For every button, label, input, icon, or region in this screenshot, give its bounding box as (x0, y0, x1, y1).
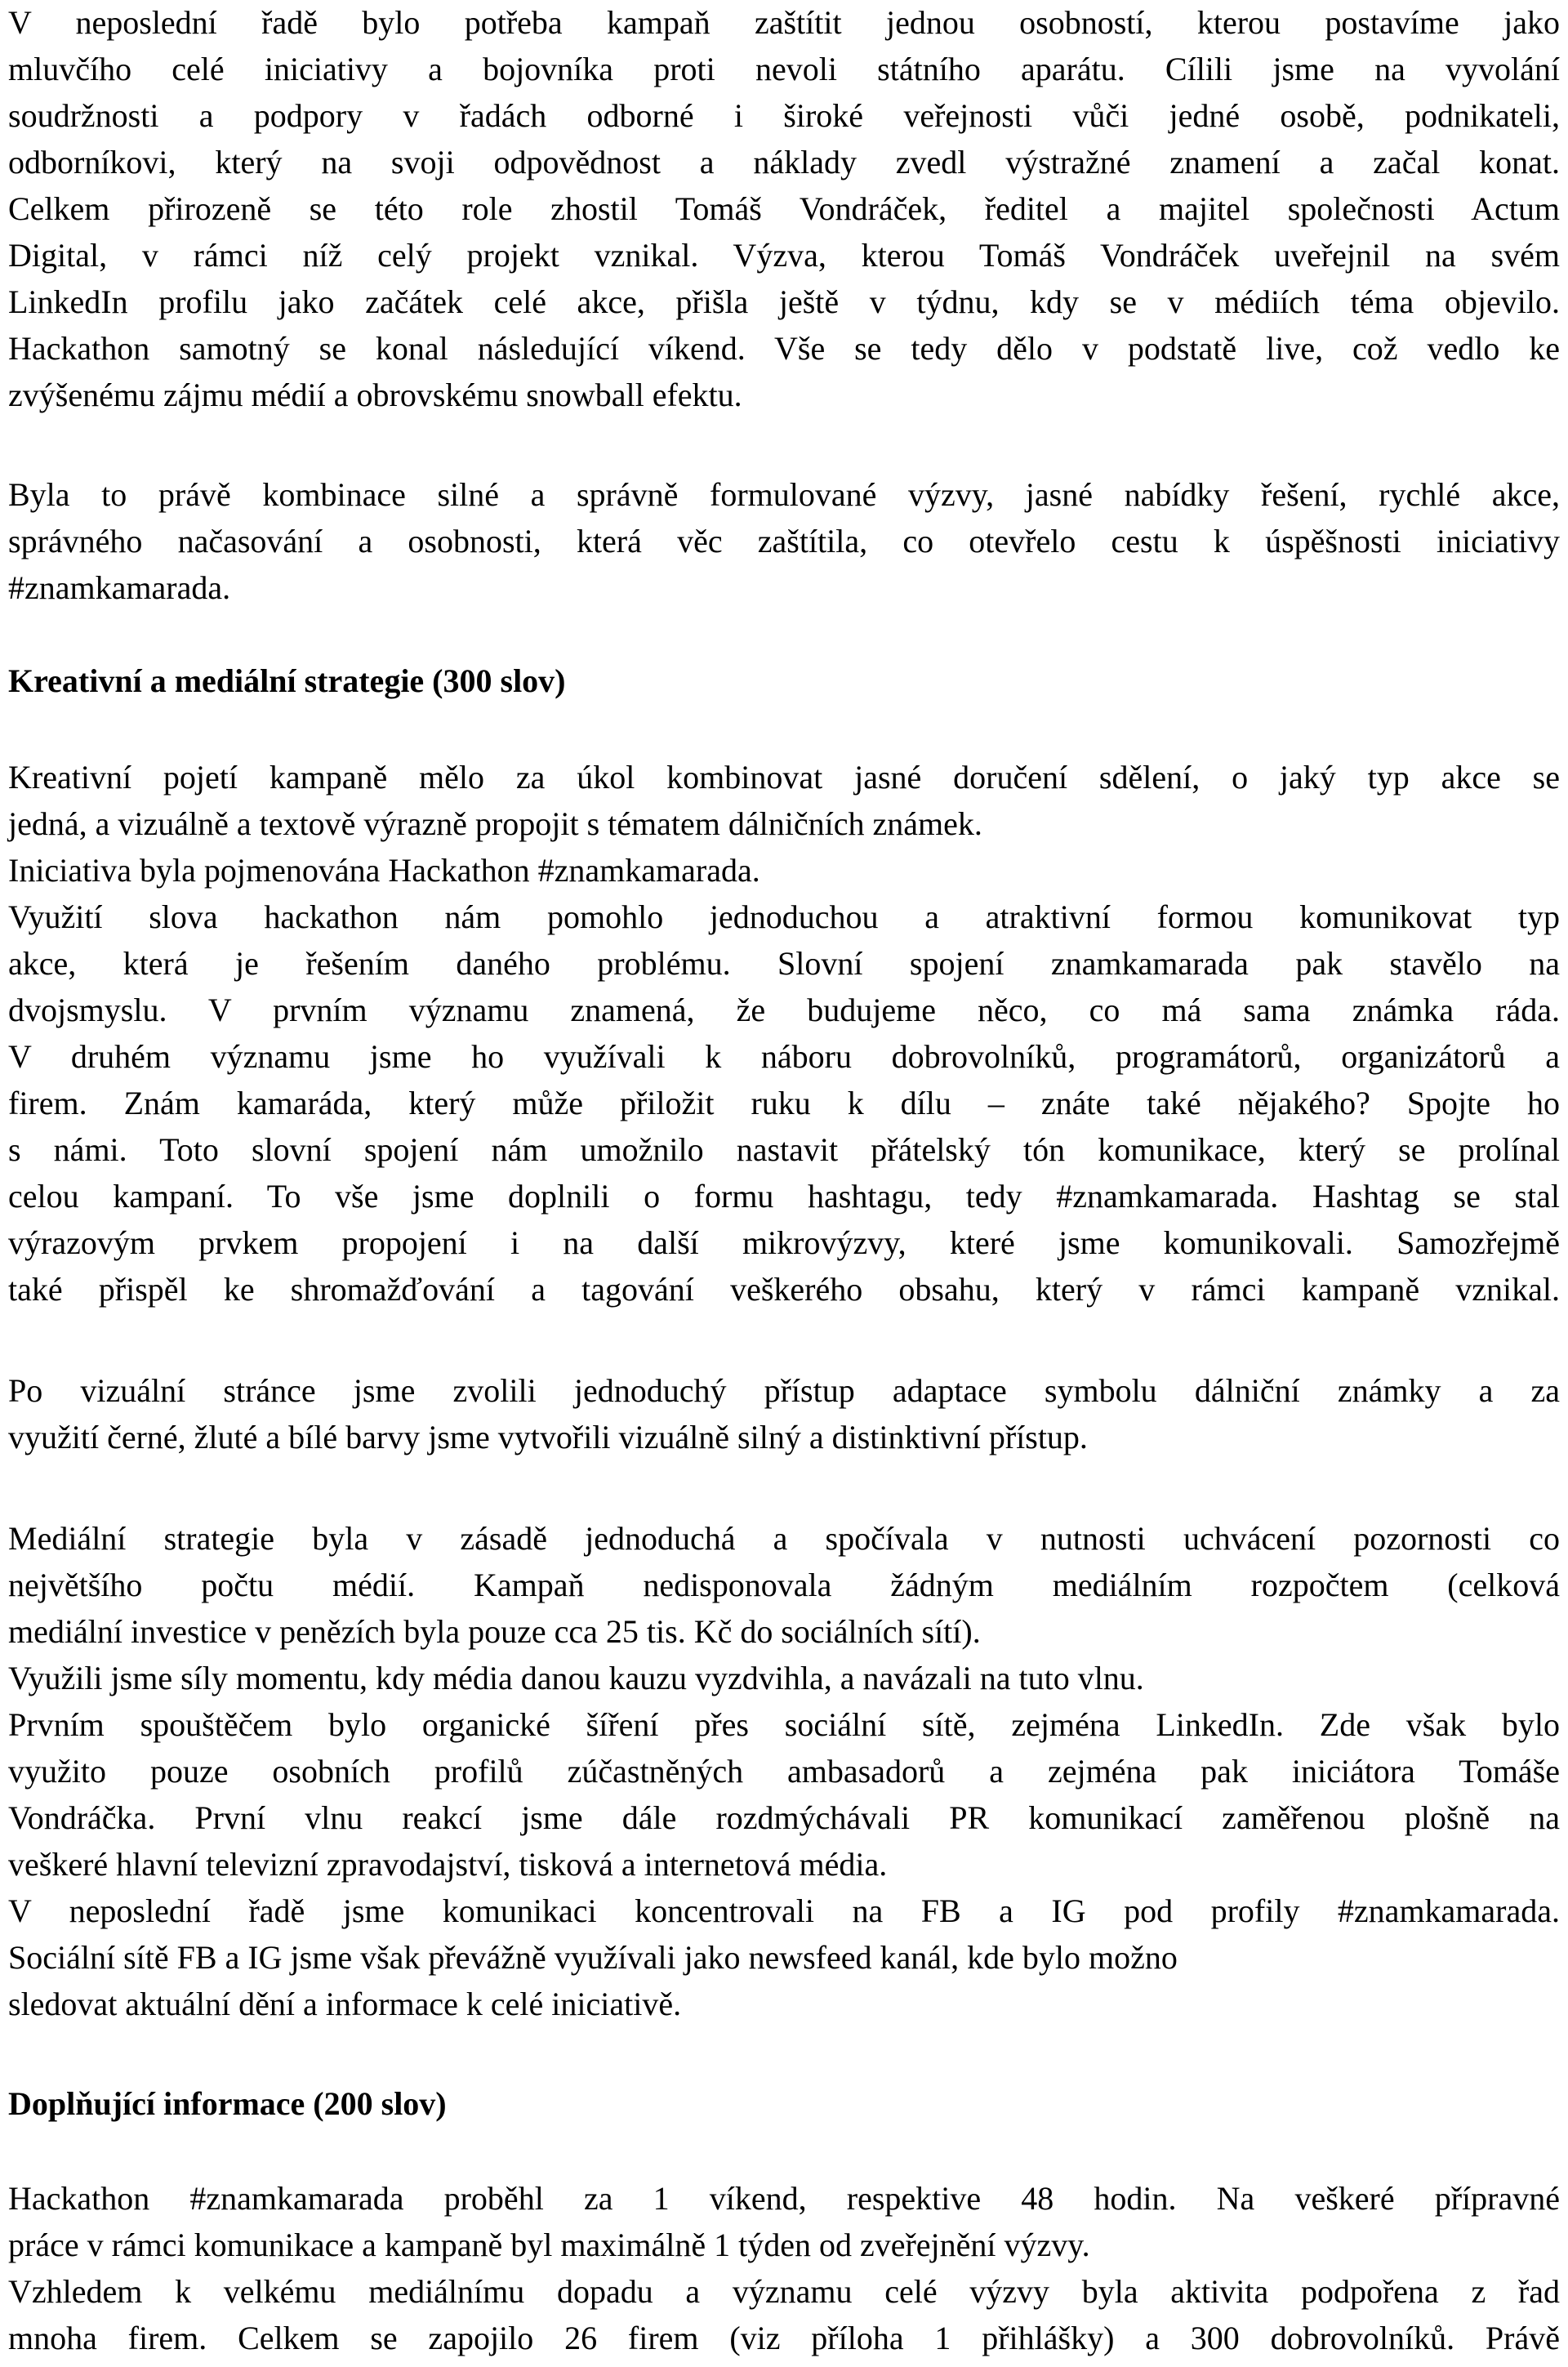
text-line: využito pouze osobních profilů zúčastněných ambasadorů a zejména pak iniciátora Tomáše (8, 1753, 1560, 1790)
text-line: Celkem přirozeně se této role zhostil Tomáš Vondráček, ředitel a majitel společnosti Actum (8, 190, 1560, 227)
text-line: Sociální sítě FB a IG jsme však převážně využívali jako newsfeed kanál, kde bylo možno (8, 1939, 1178, 1976)
text-line: firem. Znám kamaráda, který může přiložit ruku k dílu – znáte také nějakého? Spojte ho (8, 1085, 1560, 1121)
text-line: práce v rámci komunikace a kampaně byl maximálně 1 týden od zveřejnění výzvy. (8, 2227, 1090, 2263)
text-line: Kreativní pojetí kampaně mělo za úkol kombinovat jasné doručení sdělení, o jaký typ akce se (8, 759, 1560, 796)
text-line: soudržnosti a podpory v řadách odborné i široké veřejnosti vůči jedné osobě, podnikateli, (8, 97, 1560, 134)
text-line: akce, která je řešením daného problému. Slovní spojení znamkamarada pak stavělo na (8, 945, 1560, 982)
text-line: největšího počtu médií. Kampaň nedisponovala žádným mediálním rozpočtem (celková (8, 1567, 1560, 1603)
text-line: #znamkamarada. (8, 569, 231, 606)
text-line: jedná, a vizuálně a textově výrazně propojit s tématem dálničních známek. (8, 805, 982, 842)
text-line: správného načasování a osobnosti, která věc zaštítila, co otevřelo cestu k úspěšnosti iniciativy (8, 523, 1560, 559)
text-line: Hackathon samotný se konal následující víkend. Vše se tedy dělo v podstatě live, což vedlo ke (8, 330, 1560, 367)
text-line: LinkedIn profilu jako začátek celé akce, přišla ještě v týdnu, kdy se v médiích téma objevilo. (8, 283, 1560, 320)
text-line: Po vizuální stránce jsme zvolili jednoduchý přístup adaptace symbolu dálniční známky a za (8, 1372, 1560, 1409)
section-heading: Kreativní a mediální strategie (300 slov) (8, 662, 566, 699)
text-line: zvýšenému zájmu médií a obrovskému snowball efektu. (8, 377, 742, 413)
text-line: V neposlední řadě jsme komunikaci koncentrovali na FB a IG pod profily #znamkamarada. (8, 1892, 1560, 1929)
text-line: celou kampaní. To vše jsme doplnili o formu hashtagu, tedy #znamkamarada. Hashtag se stal (8, 1178, 1560, 1215)
text-line: mnoha firem. Celkem se zapojilo 26 firem (viz příloha 1 přihlášky) a 300 dobrovolníků. Právě (8, 2320, 1560, 2356)
text-line: Vondráčka. První vlnu reakcí jsme dále rozdmýchávali PR komunikací zaměřenou plošně na (8, 1799, 1560, 1836)
text-line: s námi. Toto slovní spojení nám umožnilo nastavit přátelský tón komunikace, který se prolínal (8, 1131, 1560, 1168)
text-line: Iniciativa byla pojmenována Hackathon #znamkamarada. (8, 852, 760, 889)
text-line: Digital, v rámci níž celý projekt vznikal. Výzva, kterou Tomáš Vondráček uveřejnil na svém (8, 237, 1560, 274)
text-line: dvojsmyslu. V prvním významu znamená, že budujeme něco, co má sama známka ráda. (8, 992, 1560, 1028)
text-line: výrazovým prvkem propojení i na další mikrovýzvy, které jsme komunikovali. Samozřejmě (8, 1224, 1560, 1261)
text-line: odborníkovi, který na svoji odpovědnost a náklady zvedl výstražné znamení a začal konat. (8, 144, 1560, 181)
text-line: sledovat aktuální dění a informace k celé iniciativě. (8, 1986, 682, 2022)
text-line: Prvním spouštěčem bylo organické šíření přes sociální sítě, zejména LinkedIn. Zde však bylo (8, 1706, 1560, 1743)
text-line: mediální investice v penězích byla pouze cca 25 tis. Kč do sociálních sítí). (8, 1613, 981, 1650)
text-line: Byla to právě kombinace silné a správně formulované výzvy, jasné nabídky řešení, rychlé akce, (8, 476, 1560, 513)
text-line: také přispěl ke shromažďování a tagování veškerého obsahu, který v rámci kampaně vznikal. (8, 1271, 1560, 1308)
text-line: Vzhledem k velkému mediálnímu dopadu a významu celé výzvy byla aktivita podpořena z řad (8, 2273, 1560, 2310)
text-line: Využili jsme síly momentu, kdy média danou kauzu vyzdvihla, a navázali na tuto vlnu. (8, 1660, 1144, 1696)
section-heading: Doplňující informace (200 slov) (8, 2085, 447, 2122)
text-line: V neposlední řadě bylo potřeba kampaň zaštítit jednou osobností, kterou postavíme jako (8, 4, 1560, 41)
text-line: V druhém významu jsme ho využívali k náboru dobrovolníků, programátorů, organizátorů a (8, 1038, 1560, 1075)
text-line: Využití slova hackathon nám pomohlo jednoduchou a atraktivní formou komunikovat typ (8, 898, 1560, 935)
text-line: mluvčího celé iniciativy a bojovníka proti nevoli státního aparátu. Cílili jsme na vyvolání (8, 51, 1560, 87)
text-line: Mediální strategie byla v zásadě jednoduchá a spočívala v nutnosti uchvácení pozornosti co (8, 1520, 1560, 1557)
text-line: Hackathon #znamkamarada proběhl za 1 víkend, respektive 48 hodin. Na veškeré přípravné (8, 2180, 1560, 2217)
text-line: využití černé, žluté a bílé barvy jsme vytvořili vizuálně silný a distinktivní přístup. (8, 1419, 1088, 1455)
text-line: veškeré hlavní televizní zpravodajství, tisková a internetová média. (8, 1846, 888, 1883)
